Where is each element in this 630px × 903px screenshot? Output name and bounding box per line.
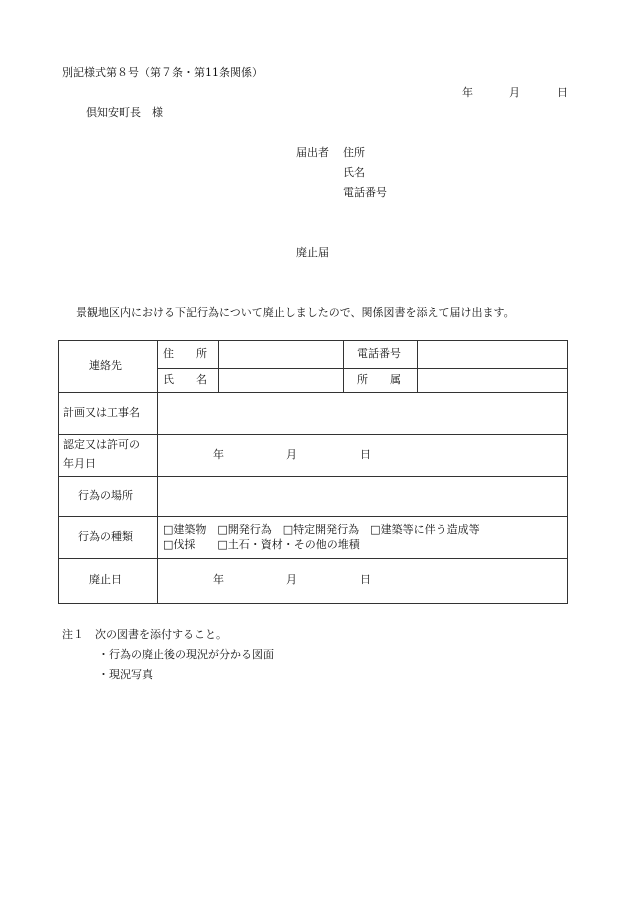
location-field[interactable]	[163, 489, 563, 503]
body-text: 景観地区内における下記行為について廃止しましたので、関係図書を添えて届け出ます。	[76, 306, 515, 319]
applicant-name-label: 氏名	[343, 166, 365, 179]
abolition-label: 廃止日	[89, 573, 122, 586]
row-divider	[59, 392, 568, 393]
approval-year-label: 年	[213, 448, 224, 461]
name-label: 氏 名	[163, 373, 207, 386]
phone-field[interactable]	[422, 347, 562, 361]
row-divider	[59, 558, 568, 559]
row-divider	[59, 434, 568, 435]
date-month-label: 月	[509, 86, 520, 99]
type-options-line2[interactable]: □伐採 □土石・資材・その他の堆積	[163, 538, 360, 551]
note-item-photo: ・現況写真	[98, 668, 153, 681]
affiliation-field[interactable]	[422, 373, 562, 387]
column-divider	[218, 341, 219, 392]
abolition-day-label: 日	[360, 573, 371, 586]
applicant-label: 届出者	[296, 146, 329, 159]
plan-label: 計画又は工事名	[63, 406, 140, 419]
location-label: 行為の場所	[78, 489, 133, 502]
page-title: 廃止届	[296, 246, 329, 259]
date-day-label: 日	[557, 86, 568, 99]
applicant-address-label: 住所	[343, 146, 365, 159]
abolition-year-label: 年	[213, 573, 224, 586]
name-field[interactable]	[223, 373, 339, 387]
approval-month-label: 月	[286, 448, 297, 461]
phone-label: 電話番号	[357, 347, 401, 360]
addressee: 倶知安町長 様	[86, 106, 163, 119]
address-label: 住 所	[163, 347, 207, 360]
column-divider	[343, 341, 344, 392]
note-1: 注１ 次の図書を添付すること。	[62, 628, 227, 641]
column-divider	[417, 341, 418, 392]
applicant-phone-label: 電話番号	[343, 186, 387, 199]
note-item-drawing: ・行為の廃止後の現況が分かる図面	[98, 648, 274, 661]
row-divider	[59, 516, 568, 517]
abolition-month-label: 月	[286, 573, 297, 586]
form-table	[58, 340, 568, 604]
approval-label-line1: 認定又は許可の	[63, 438, 140, 451]
plan-field[interactable]	[163, 406, 563, 420]
address-field[interactable]	[223, 347, 339, 361]
type-label: 行為の種類	[78, 530, 133, 543]
affiliation-label: 所 属	[357, 373, 401, 386]
form-number: 別記様式第８号（第７条・第11条関係）	[62, 66, 263, 79]
date-year-label: 年	[462, 86, 473, 99]
type-options-line1[interactable]: □建築物 □開発行為 □特定開発行為 □建築等に伴う造成等	[163, 523, 480, 536]
row-divider	[59, 476, 568, 477]
contact-label: 連絡先	[89, 359, 122, 372]
column-divider	[157, 341, 158, 603]
approval-day-label: 日	[360, 448, 371, 461]
approval-label-line2: 年月日	[63, 457, 96, 470]
